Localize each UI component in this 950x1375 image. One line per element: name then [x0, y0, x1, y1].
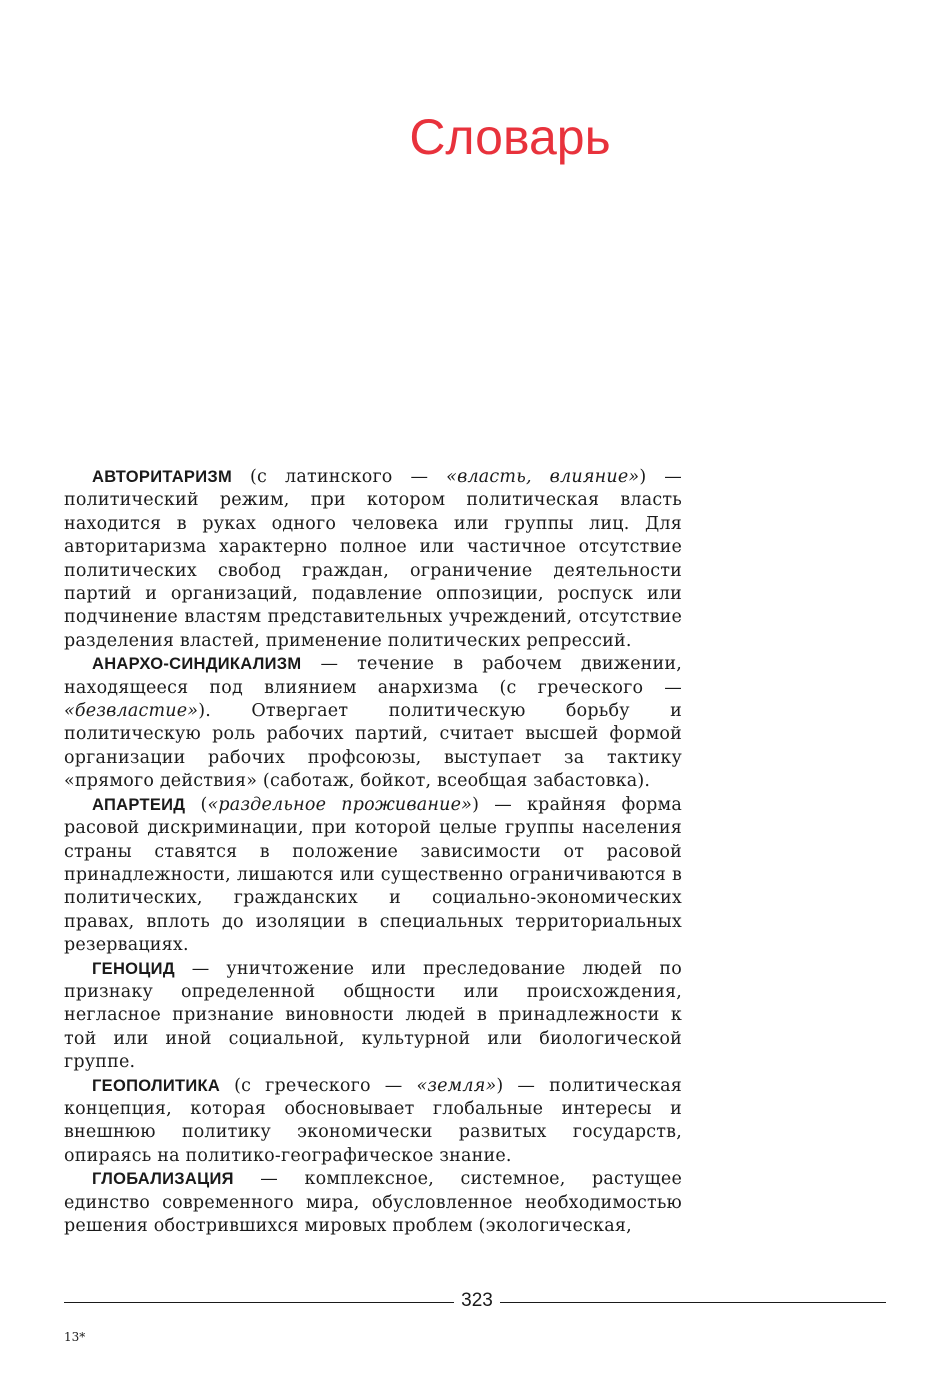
definition-italic-text: «раздельное проживание» — [207, 794, 473, 815]
definition-text: ( — [185, 794, 208, 815]
glossary-entry — [64, 653, 682, 793]
definition-text: — уничтожение или преследование людей по признаку определенной общности или происхождения, негласное признание виновности людей в принадлежности к той или иной социальной, культурной или биологической группе. — [64, 958, 682, 1073]
definition-text: ) — политический режим, при котором политическая власть находится в руках одного человека или группы лиц. Для авторитаризма характерно полное или частичное отсутствие политических свобод граждан, ограничение деятельности партий и организаций, подавление оппозиции, роспуск или подчинение властям представительных учреждений, отсутствие разделения властей, применение политических репрессий. — [64, 467, 682, 651]
definition-text: (с греческого — — [220, 1075, 417, 1096]
definition-text: ). Отвергает политическую борьбу и политическую роль рабочих партий, считает высшей формой организации рабочих профсоюзы, выступает за тактику «прямого действия» (саботаж, бойкот, всеобщая забастовка). — [64, 701, 682, 792]
page-number: 323 — [461, 1290, 493, 1311]
glossary-entry — [64, 958, 682, 1075]
definition-text: (с латинского — — [232, 467, 447, 487]
definition-text: — комплексное, системное, растущее единство современного мира, обусловленное необходимостью решения обострившихся мировых проблем (экологическая, — [64, 1169, 682, 1236]
definition-text: — течение в рабочем движении, находящееся под влиянием анархизма (с греческого — — [64, 654, 682, 698]
glossary-entry — [64, 1075, 682, 1169]
definition-italic-text: «безвластие» — [64, 701, 199, 722]
footer-rule-left — [64, 1302, 454, 1303]
page-title: Словарь — [409, 109, 611, 165]
glossary-term: АПАРТЕИД — [92, 795, 186, 814]
printer-signature: 13* — [64, 1330, 86, 1344]
footer-rule-right — [500, 1302, 886, 1303]
glossary-entries — [64, 466, 682, 1238]
glossary-term: ГЛОБАЛИЗАЦИЯ — [92, 1170, 234, 1189]
glossary-term: АНАРХО-СИНДИКАЛИЗМ — [92, 655, 302, 674]
glossary-entry — [64, 794, 682, 958]
definition-text: ) — политическая концепция, которая обосновывает глобальные интересы и внешнюю политику экономически развитых государств, опираясь на политико-географическое знание. — [64, 1075, 682, 1166]
glossary-entry — [64, 1168, 682, 1238]
definition-text: ) — крайняя форма расовой дискриминации, при которой целые группы населения страны ставятся в положение зависимости от расовой принадлежности, лишаются или существенно ограничиваются в политических, гражданских и социально-экономических правах, вплоть до изоляции в специальных территориальных резервациях. — [64, 794, 682, 956]
glossary-term: ГЕНОЦИД — [92, 959, 175, 978]
glossary-term: ГЕОПОЛИТИКА — [92, 1076, 221, 1095]
definition-italic-text: «власть, влияние» — [446, 467, 640, 487]
definition-italic-text: «земля» — [416, 1075, 497, 1096]
glossary-term: АВТОРИТАРИЗМ — [92, 468, 233, 486]
glossary-entry — [64, 466, 682, 653]
